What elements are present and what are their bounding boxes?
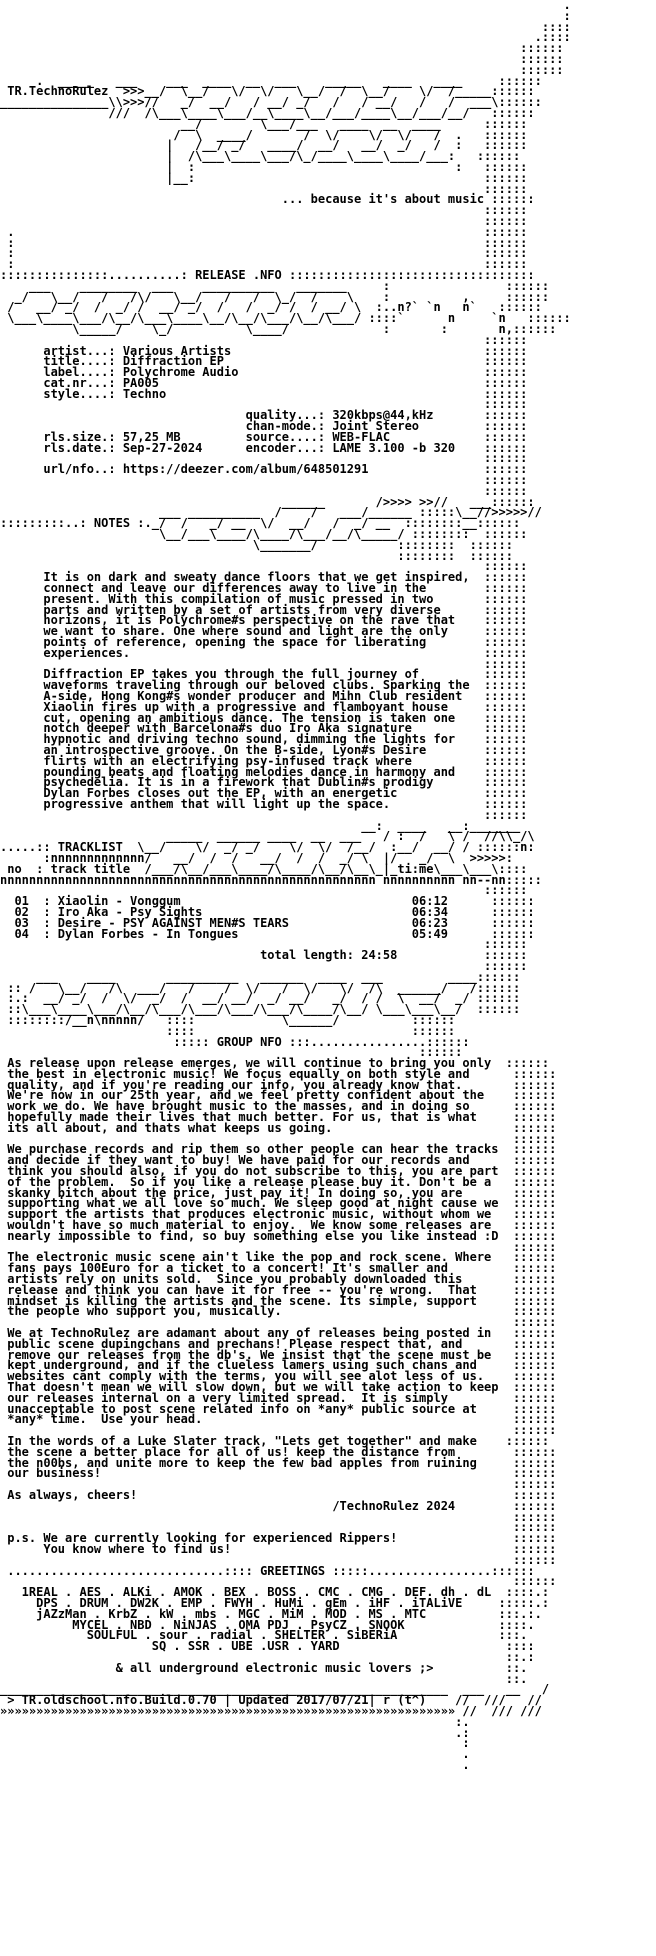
nfo-line: psychedelia. It is in a firework that Dublin#s prodigy :::::: [0, 775, 528, 790]
nfo-line: .....:: TRACKLIST \__/ \/ _/ _/ \/ \/ /__/ :__/ __/ / ::::::n: [0, 840, 535, 855]
nfo-line: :: / \__/ /\ ___/ / / \/ / \/ \/ /\ ______/ /:::::: [0, 980, 521, 995]
nfo-line: wouldn't have so much material to enjoy. We know some releases are :::::: [0, 1218, 557, 1233]
nfo-line: of the problem. So if you like a release please buy it. Don't be a :::::: [0, 1174, 557, 1189]
nfo-line: A-side, Hong Kong#s wonder producer and Mihn Club resident :::::: [0, 689, 528, 703]
nfo-line: :::::: [0, 51, 564, 66]
nfo-line: :::::: [0, 1552, 557, 1567]
nfo-line: jAZzMan . KrbZ . kW . mbs . MGC . MiM . MOD . MS . MTC :::.:. [0, 1606, 542, 1621]
nfo-line: : [0, 1736, 470, 1751]
nfo-line: : :::::: [0, 235, 528, 250]
nfo-line: supporting what we all love so much. We sleep good at night cause we :::::: [0, 1196, 557, 1211]
nfo-line: SQ . SSR . UBE .USR . YARD :::: [0, 1639, 535, 1654]
nfo-line: | /__/ _/ ____/ __/ __/ _/ / : :::::: [0, 138, 528, 153]
nfo-line: progressive anthem that will light up the space. :::::: [0, 796, 528, 811]
nfo-line: __/ \___/___ ____ __ ____ :::::: [0, 116, 528, 131]
nfo-line: : :::::: [0, 246, 528, 261]
nfo-line: | : : :::::: [0, 159, 528, 174]
nfo-line: notch deeper with Barcelona#s duo Iro Aka signature :::::: [0, 721, 528, 736]
nfo-line: 01 : Xiaolin - Vonggum 06:12 :::::: [0, 894, 535, 909]
nfo-line: In the words of a Luke Slater track, "Lets get together" and make :::::: [0, 1433, 550, 1448]
nfo-line: cat.nr...: PA005 :::::: [0, 375, 528, 390]
nfo-line: :::::::: :::::: [0, 548, 513, 563]
nfo-line: unacceptable to post scene related info on *any* public source at :::::: [0, 1401, 557, 1416]
nfo-line: _______________\\>>>// _/ __/ / __/ _/ / / __/ / / ___\:::::: [0, 95, 542, 110]
nfo-line: : [0, 8, 571, 23]
nfo-line: the people who support you, musically. :::::: [0, 1304, 557, 1319]
nfo-line: .:::: [0, 30, 571, 45]
nfo-line: :::::: [0, 1315, 557, 1330]
nfo-line: think you should also, if you do not subscribe to this, you are part :::::: [0, 1164, 557, 1179]
nfo-line: :::::: [0, 883, 528, 898]
nfo-line: :::::: [0, 656, 528, 671]
nfo-line: total length: 24:58 :::::: [0, 948, 528, 963]
nfo-line: :::::: [0, 1509, 557, 1524]
nfo-line: :::::: [0, 1574, 557, 1589]
nfo-line: fans pays 100Euro for a ticket to a concert! It's smaller and :::::: [0, 1261, 557, 1276]
nfo-line: & all underground electronic music lovers ;> ::. [0, 1660, 528, 1675]
nfo-line: :::::::::::::::..........: RELEASE .NFO :::::::::::::::::::::::::::::::::: [0, 267, 535, 282]
nfo-line: :::::: [0, 213, 528, 228]
nfo-line: public scene dupingchans and prechans! Please respect that, and :::::: [0, 1336, 557, 1351]
nfo-line: TR.TechnoRulez >>>__/ \__/ \/ \/ \__/ / \__/ \/ /_____:::::: [0, 84, 535, 99]
nfo-line: mindset is killing the artists and the scene. Its simple, support :::::: [0, 1293, 557, 1308]
nfo-line: style....: Techno :::::: [0, 386, 528, 401]
nfo-line: :::::: [0, 559, 528, 574]
nfo-line: :::::::::..: NOTES :._/ / _/ __ \/ __/ / _/ __ ::::::::__:::::: [0, 516, 521, 531]
nfo-line: :::::: [0, 1477, 557, 1492]
nfo-line: Dylan Forbes closes out the EP, with an energetic :::::: [0, 786, 528, 801]
nfo-line: pounding beats and floating melodies dance in harmony and :::::: [0, 764, 528, 779]
nfo-line: .: [0, 1725, 470, 1740]
nfo-line: the best in electronic music! We focus equally on both style and :::::: [0, 1066, 557, 1081]
nfo-line: :::::: [0, 1131, 557, 1146]
nfo-line: :::::: [0, 807, 528, 822]
nfo-line: :::::: [0, 937, 528, 952]
nfo-line: SOULFUL . sour . radial . SHELTER . SiBERiA :::. [0, 1628, 528, 1643]
nfo-line: ::.: [0, 1649, 535, 1664]
nfo-line: its all about, and thats what keeps us going. :::::: [0, 1120, 557, 1135]
nfo-line: / \ ____/ / \/ \/ \/ / . :::::: [0, 127, 528, 142]
nfo-line: ______ />>>> >>// ___:::::: [0, 494, 535, 509]
nfo-line: url/nfo..: https://deezer.com/album/648501291 :::::: [0, 462, 528, 477]
nfo-line: :::: [0, 19, 571, 34]
nfo-line: :. [0, 1714, 470, 1729]
nfo-line: work we do. We have brought music to the masses, and in doing so :::::: [0, 1099, 557, 1114]
nfo-line: quality, and if you're reading our info, you already know that. :::::: [0, 1077, 557, 1092]
nfo-line: :::::: [0, 483, 528, 498]
nfo-line: DPS . DRUM . DW2K . EMP . FWYH . HuMi . gEm . iHF . iTALiVE :::::.: [0, 1595, 550, 1610]
nfo-line: :::::: [0, 397, 528, 412]
nfo-line: ______________________________________________________________ ___ __ / [0, 1682, 550, 1697]
nfo-line: |__: :::::: [0, 170, 528, 185]
nfo-line: cut, opening an ambitious dance. The tension is taken one :::::: [0, 710, 528, 725]
nfo-line: ___ __________ / / ___/______ :::::\__//>>>>>// [0, 505, 542, 520]
nfo-line: chan-mode.: Joint Stereo :::::: [0, 419, 528, 434]
nfo-line: :.: __/ _/ / \/ _/ / __/ __/ _/ __/ _/ / / \ __/ _/ :::::: [0, 991, 521, 1006]
nfo-line: . :::::: [0, 224, 528, 239]
nfo-line: /TechnoRulez 2024 :::::: [0, 1498, 557, 1513]
nfo-line: | /\___\____\___/\_/____\____\____/___: :::::: [0, 149, 521, 164]
nfo-line: > TR.oldschool.nfo.Build.0.70 | Updated 2017/07/21| r (t^) // /// // [0, 1693, 542, 1708]
nfo-line: :::: :::::: [0, 1023, 456, 1038]
nfo-line: remove our releases from the db's. We insist that the scene must be :::::: [0, 1347, 557, 1362]
nfo-line: That doesn't mean we will slow down, but we will take action to keep :::::: [0, 1380, 557, 1394]
nfo-line: :::::: [0, 203, 528, 218]
nfo-line: nearly impossible to find, so buy something else you like instead :D :::::: [0, 1228, 557, 1243]
nfo-line: ... because it's about music :::::: [0, 192, 535, 207]
nfo-line: We at TechnoRulez are adamant about any of releases being posted in :::::: [0, 1326, 557, 1341]
nfo-line: :::::: [0, 332, 528, 347]
nfo-line: :nnnnnnnnnnnnn/ __/ / / __/ / / _/ \ |/ _/ \ >>>>>: [0, 850, 513, 865]
nfo-line: :::::: [0, 181, 528, 196]
nfo-line: connect and leave our differences away to live in the :::::: [0, 581, 528, 596]
nfo-line: . _____ ___ ___ ____ __ ___ _____ ____ ____ :::::: [0, 73, 542, 88]
nfo-line: the scene a better place for all of us! keep the distance from :::::: [0, 1444, 557, 1459]
nfo-line: ::::: GROUP NFO :::................:::::: [0, 1034, 470, 1049]
nfo-line: _____ ______ ____ __ ___ / : / \ / //\\_/\ [0, 829, 535, 844]
nfo-line: nnnnnnnnnnnnnnnnnnnnnnnnnnnnnnnnnnnnnnnnnnnnnnnnnnnn nnnnnnnnnn nn--nn::::: [0, 872, 542, 887]
nfo-line: we want to share. One where sound and light are the only :::::: [0, 624, 528, 639]
nfo-line: p.s. We are currently looking for experienced Rippers! :::::: [0, 1531, 557, 1546]
nfo-line: rls.size.: 57,25 MB source....: WEB-FLAC :::::: [0, 429, 528, 444]
nfo-line: and decide if they want to buy! We have paid for our records and :::::: [0, 1153, 557, 1168]
nfo-line: skanky bitch about the price, just pay it! In doing so, you are :::::: [0, 1185, 557, 1200]
nfo-line: kept underground, and if the clueless lamers using such chans and :::::: [0, 1358, 557, 1373]
nfo-line: 04 : Dylan Forbes - In Tongues 05:49 :::::: [0, 926, 535, 941]
nfo-line: our business! :::::: [0, 1466, 557, 1481]
nfo-line: hypnotic and driving techno sound, dimming the lights for :::::: [0, 732, 528, 747]
nfo-line: present. With this compilation of music pressed in two :::::: [0, 591, 528, 606]
nfo-line: ___ ____ __________ ______ ____ ___ ____:::::: [0, 969, 521, 984]
nfo-line: 1REAL . AES . ALKi . AMOK . BEX . BOSS . CMC . CMG . DEF. dh . dL ::::.: [0, 1585, 550, 1600]
nfo-line: 03 : Desire - PSY AGAINST MEN#S TEARS 06:23 :::::: [0, 915, 535, 930]
nfo-line: :::::: [0, 473, 528, 488]
nfo-line: label....: Polychrome Audio :::::: [0, 365, 528, 380]
nfo-line: experiences. :::::: [0, 645, 528, 660]
nfo-line: 02 : Iro Aka - Psy Sights 06:34 :::::: [0, 904, 535, 919]
nfo-line: :::::: [0, 1423, 557, 1438]
nfo-line: . [0, 1757, 470, 1772]
nfo-line: support the artists that produces electronic music, without whom we :::::: [0, 1207, 557, 1222]
nfo-line: :::::: [0, 1045, 463, 1060]
nfo-line: ..............................:::: GREETINGS :::::.................:::::: [0, 1563, 535, 1578]
nfo-line: *any* time. Use your head. :::::: [0, 1412, 557, 1427]
nfo-line: points of reference, opening the space for liberating :::::: [0, 635, 528, 650]
nfo-line: . [0, 0, 571, 12]
nfo-line: :::::: [0, 41, 564, 56]
nfo-line: \__/___\____/\____/\___/__/\_____/ :::::::: :::::: [0, 527, 528, 542]
nfo-line: artists rely on units sold. Since you probably downloaded this :::::: [0, 1272, 557, 1287]
nfo-line: ::\___\____\___/\__/\___/\___/\___/\___/\____/\__/ \___\___\__/ :::::: [0, 1002, 521, 1017]
nfo-line: »»»»»»»»»»»»»»»»»»»»»»»»»»»»»»»»»»»»»»»»»»»»»»»»»»»»»»»»»»»»»»» // /// /// [0, 1703, 542, 1718]
nfo-line: It is on dark and sweaty dance floors that we get inspired, :::::: [0, 570, 528, 585]
nfo-line: websites cant comply with the terms, you will see alot less of us. :::::: [0, 1369, 557, 1384]
nfo-line: The electronic music scene ain't like the pop and rock scene. Where :::::: [0, 1250, 557, 1265]
nfo-line: our releases internal on a very limited spread. It is simply :::::: [0, 1390, 557, 1405]
nfo-line: title....: Diffraction EP :::::: [0, 354, 528, 369]
nfo-line: : :::::: [0, 257, 528, 272]
nfo-line: rls.date.: Sep-27-2024 encoder...: LAME 3.100 -b 320 :::::: [0, 440, 528, 455]
nfo-line: \_____/ \_/ \____/ : : n,:::::: [0, 321, 557, 336]
nfo-line: _/ \__/ / /\/ \__/ / / \_/ / \ : , :::::: [0, 289, 550, 304]
nfo-line: no : track title /___/\__/___\____/\____/\__/\__\_|_ti:me\___\___\:::: [0, 861, 528, 876]
nfo-line: You know where to find us! :::::: [0, 1541, 557, 1556]
nfo-line: \___\____\___/\__/\___\____\__/\__/\___/\__/\___/ ::::` n `n :::::: [0, 311, 571, 326]
nfo-line: :::::: [0, 958, 528, 973]
nfo-line: ::::::::/__n\nnnnn/ :::: \______/ :::::: [0, 1012, 456, 1027]
nfo-line: hopefully made their lives that much better. For us, that is what :::::: [0, 1110, 557, 1125]
nfo-line: /// /\___\____\___/__\____\__/___/____\__/___/__/ :::::: [0, 105, 535, 120]
nfo-line: . [0, 1747, 470, 1762]
nfo-line: ___ ________ ___ __________ _______ : :::::: [0, 278, 550, 293]
nfo-line: parts and written by a set of artists from very diverse :::::: [0, 602, 528, 617]
nfo-line: We purchase records and rip them so other people can hear the tracks :::::: [0, 1142, 557, 1157]
nfo-line: flirts with an electrifying psy-infused track where :::::: [0, 753, 528, 768]
nfo-line: waveforms traveling through our beloved clubs. Sparking the :::::: [0, 678, 528, 693]
nfo-line: an introspective groove. On the B-side, Lyon#s Desire :::::: [0, 742, 528, 757]
nfo-line: \_______/ :::::::: :::::: [0, 537, 513, 552]
nfo-line: :::::: [0, 1520, 557, 1535]
nfo-line: :::::: [0, 451, 528, 466]
nfo-line: __: ____ __:_______ [0, 818, 521, 833]
nfo-line: As always, cheers! :::::: [0, 1487, 557, 1502]
nfo-line: horizons, it is Polychrome#s perspective on the rave that :::::: [0, 613, 528, 628]
nfo-line: As release upon release emerges, we will continue to bring you only :::::: [0, 1056, 550, 1071]
nfo-line: release and think you can have it for free -- you're wrong. That :::::: [0, 1282, 557, 1297]
nfo-line: We're now in our 25th year, and we feel pretty confident about the :::::: [0, 1088, 557, 1103]
nfo-line: the n00bs, and unite more to keep the few bad apples from ruining :::::: [0, 1455, 557, 1470]
nfo-line: :::::: [0, 62, 564, 77]
nfo-line: / __/ _/ / _/ / __/ _/ / / _/ / / __/ \ :..n?` `n n` :::::: [0, 300, 542, 315]
nfo-line: Diffraction EP takes you through the full journey of :::::: [0, 667, 528, 682]
nfo-line: quality...: 320kbps@44,kHz :::::: [0, 408, 528, 423]
nfo-line: ::. [0, 1671, 528, 1686]
nfo-line: Xiaolin fires up with a progressive and flamboyant house :::::: [0, 699, 528, 714]
nfo-line: :::::: [0, 1239, 557, 1254]
nfo-line: MYCEL . NBD . NiNJAS . OMA PDJ . PsyCZ . SNOOK ::::. [0, 1617, 535, 1632]
nfo-line: artist...: Various Artists :::::: [0, 343, 528, 358]
